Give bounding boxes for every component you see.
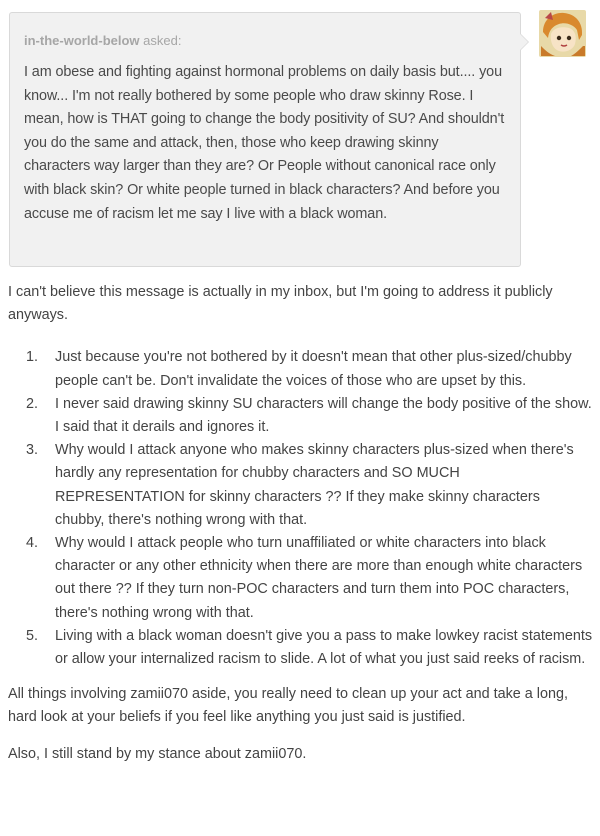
list-item-text: Why would I attack anyone who makes skinny characters plus-sized when there's hardly any representation for chubby characters and SO MUCH REPRESENTATION for skinny characters ?? If they make skinny characters chubby, there's nothing wrong with that. [55, 442, 574, 528]
avatar-image [539, 10, 586, 57]
answer-body [8, 281, 593, 766]
list-item-text: Just because you're not bothered by it doesn't mean that other plus-sized/chubby people can't be. Don't invalidate the voices of those who are upset by this. [55, 349, 572, 389]
answer-paragraph: All things involving zamii070 aside, you really need to clean up your act and take a long, hard look at your beliefs if you feel like anything you just said is justified. [8, 686, 568, 726]
list-item-number: 4. [26, 535, 39, 552]
list-item-text: I never said drawing skinny SU characters will change the body positive of the show. I said that it derails and ignores it. [55, 395, 592, 436]
list-item-number: 5. [26, 627, 39, 644]
list-item-number: 2. [26, 395, 39, 412]
list-item [8, 346, 593, 392]
ask-box [9, 12, 521, 267]
list-item [8, 393, 593, 439]
answer-points-list [8, 346, 593, 671]
list-item-text: Living with a black woman doesn't give you a pass to make lowkey racist statements or allow your internalized racism to slide. A lot of what you just said reeks of racism. [55, 627, 593, 668]
list-item [8, 439, 593, 532]
answer-intro: I can't believe this message is actually in my inbox, but I'm going to address it publicly anyways. [8, 284, 553, 324]
asker-line [24, 33, 506, 49]
ask-question-text: I am obese and fighting against hormonal problems on daily basis but.... you know... I'm not really bothered by some people who draw skinny Rose. I mean, how is THAT going to change the body positivity of SU? And shouldn't you do the same and attack, then, those who keep drawing skinny characters way larger than they are? Or People without canonical race only with black skin? Or white people turned in black characters? And before you accuse me of racism let me say I live with a black woman. [24, 64, 505, 222]
cartoon-avatar-icon[interactable] [539, 10, 586, 57]
answer-closing: Also, I still stand by my stance about zamii070. [8, 745, 307, 762]
list-item [8, 532, 593, 625]
list-item-text: Why would I attack people who turn unaffiliated or white characters into black character or any other ethnicity when there are more than enough white characters out there ?? If they turn non-POC characters and turn them into POC characters, there's nothing wrong with that. [55, 535, 583, 621]
list-item-number: 3. [26, 442, 39, 459]
asked-label: asked: [143, 33, 182, 48]
list-item-number: 1. [26, 349, 39, 366]
list-item [8, 625, 593, 671]
asker-name-link[interactable]: in-the-world-below [24, 33, 140, 48]
